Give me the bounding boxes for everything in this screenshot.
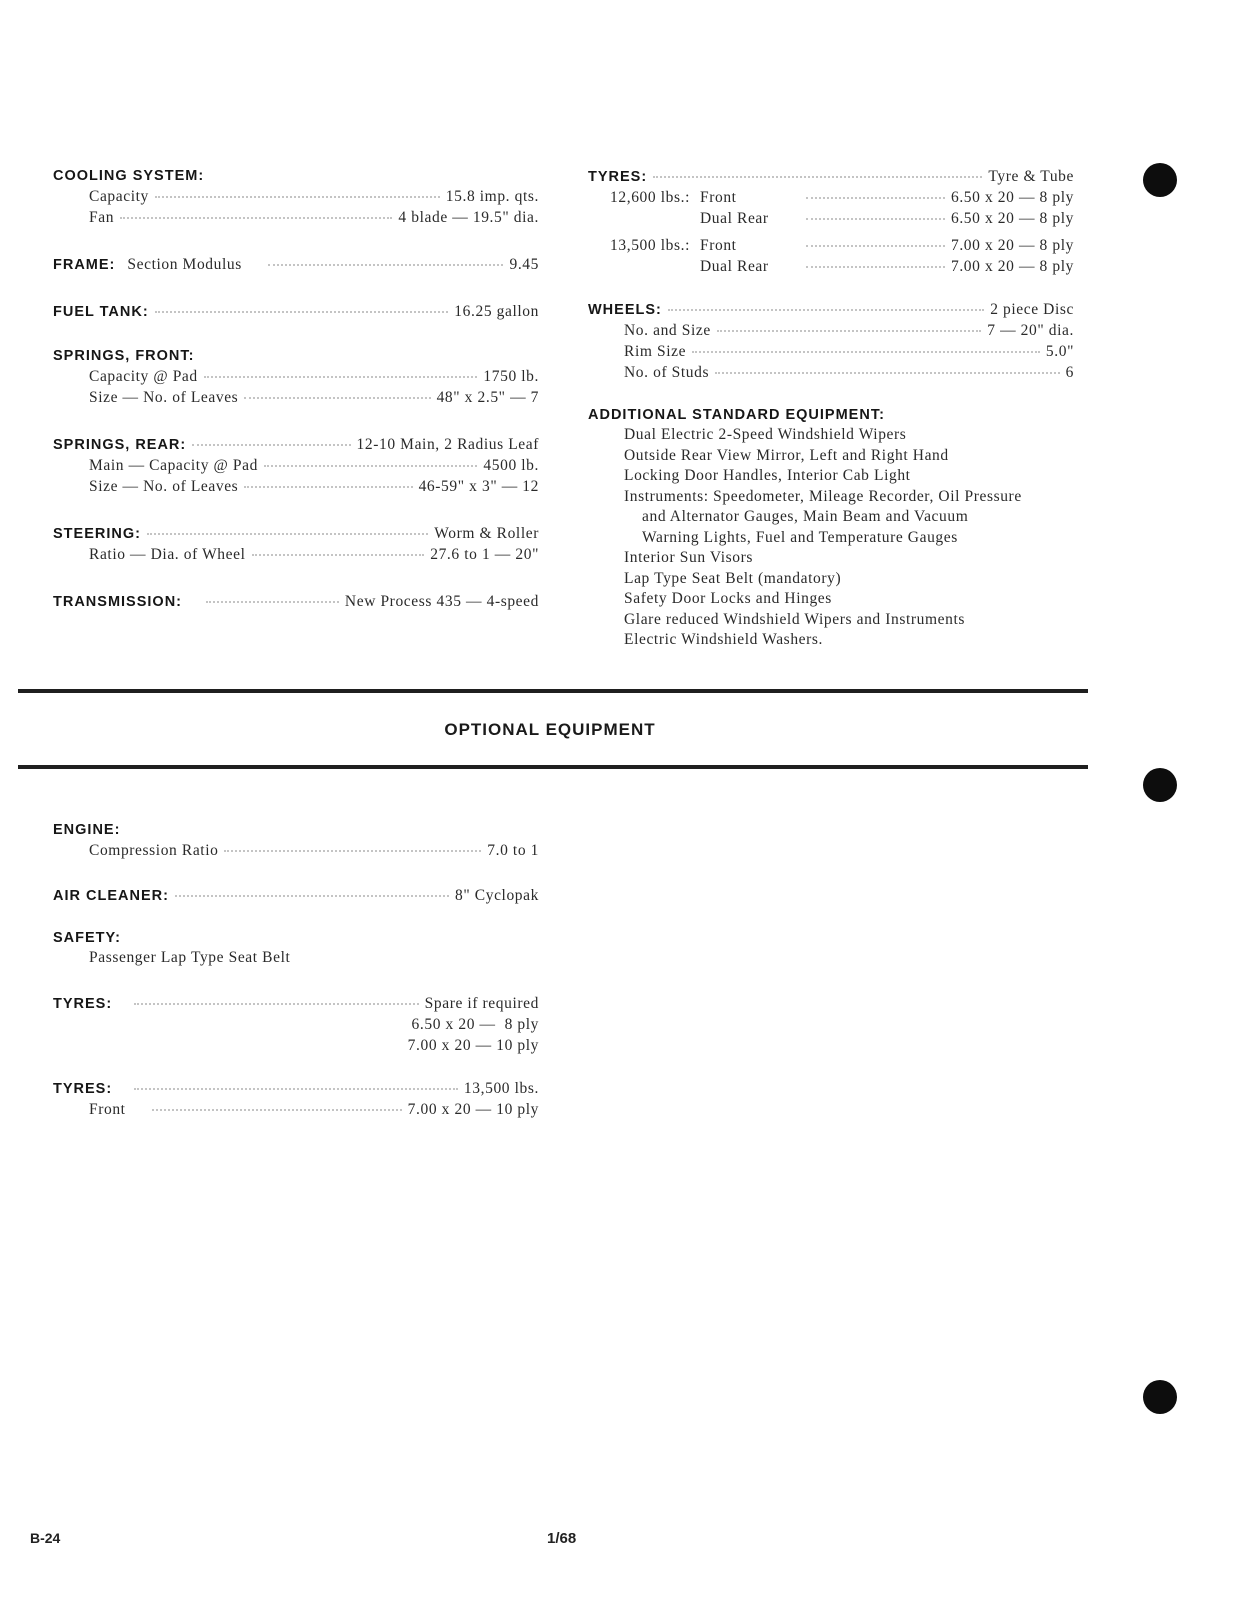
spec-row: SPRINGS, REAR: 12-10 Main, 2 Radius Leaf <box>53 436 539 453</box>
leader-dots <box>244 486 412 488</box>
equipment-item-continued: Warning Lights, Fuel and Temperature Gauges <box>642 528 958 546</box>
leader-dots <box>152 1109 402 1111</box>
spec-row: Size — No. of Leaves 48" x 2.5" — 7 <box>89 389 539 406</box>
engine-section <box>53 820 539 861</box>
equipment-item: Outside Rear View Mirror, Left and Right Hand <box>624 446 949 464</box>
spec-row: TRANSMISSION: New Process 435 — 4-speed <box>53 593 539 610</box>
spec-row: Size — No. of Leaves 46-59" x 3" — 12 <box>89 478 539 495</box>
leader-dots <box>204 376 478 378</box>
section-heading: SAFETY: <box>53 930 121 946</box>
spec-row: Fan 4 blade — 19.5" dia. <box>89 209 539 226</box>
tyres-section <box>588 166 1074 277</box>
leader-dots <box>244 397 430 399</box>
wheels-section <box>588 299 1074 383</box>
leader-dots <box>192 444 350 446</box>
section-heading: COOLING SYSTEM: <box>53 168 205 184</box>
tyre-row: Dual Rear 7.00 x 20 — 8 ply <box>700 258 1074 275</box>
section-heading: ADDITIONAL STANDARD EQUIPMENT: <box>588 407 885 423</box>
spec-row: TYRES: Spare if required <box>53 994 539 1012</box>
leader-dots <box>715 372 1060 374</box>
spec-row: Capacity @ Pad 1750 lb. <box>89 368 539 385</box>
leader-dots <box>806 245 945 247</box>
leader-dots <box>224 850 481 852</box>
equipment-item: Electric Windshield Washers. <box>624 631 824 648</box>
leader-dots <box>147 533 428 535</box>
tyre-row: 13,500 lbs.: Front 7.00 x 20 — 8 ply <box>610 237 1074 254</box>
equipment-item: Lap Type Seat Belt (mandatory) <box>624 569 842 587</box>
spec-row: Main — Capacity @ Pad 4500 lb. <box>89 457 539 474</box>
equipment-item: Passenger Lap Type Seat Belt <box>89 949 291 966</box>
standard-specs-left <box>53 166 539 634</box>
tyre-row: 12,600 lbs.: Front 6.50 x 20 — 8 ply <box>610 189 1074 206</box>
spec-row: Ratio — Dia. of Wheel 27.6 to 1 — 20" <box>89 546 539 563</box>
binder-hole-icon <box>1143 768 1177 802</box>
page-id: B-24 <box>30 1530 61 1546</box>
spec-row: TYRES: Tyre & Tube <box>588 168 1074 185</box>
binder-hole-icon <box>1143 163 1177 197</box>
tyre-size: 6.50 x 20 — 8 ply <box>411 1015 539 1033</box>
spec-row: Rim Size 5.0" <box>624 343 1074 360</box>
additional-equipment-section <box>588 405 1074 651</box>
leader-dots <box>155 311 449 313</box>
leader-dots <box>806 197 945 199</box>
leader-dots <box>120 217 392 219</box>
section-heading: SPRINGS, FRONT: <box>53 348 195 364</box>
springs-front-section <box>53 346 539 408</box>
equipment-item: Instruments: Speedometer, Mileage Recorder, Oil Pressure <box>624 487 1022 505</box>
springs-rear-section <box>53 434 539 497</box>
leader-dots <box>134 1088 458 1090</box>
optional-specs <box>53 820 539 1142</box>
leader-dots <box>134 1003 418 1005</box>
spec-row: No. of Studs 6 <box>624 364 1074 381</box>
equipment-item-continued: and Alternator Gauges, Main Beam and Vacuum <box>642 508 969 525</box>
tyres-13500-section <box>53 1078 539 1120</box>
spec-row: FUEL TANK: 16.25 gallon <box>53 303 539 320</box>
spec-row: WHEELS: 2 piece Disc <box>588 301 1074 318</box>
leader-dots <box>268 264 504 266</box>
spec-row: TYRES: 13,500 lbs. <box>53 1079 539 1097</box>
equipment-item: Safety Door Locks and Hinges <box>624 590 832 607</box>
spec-row: STEERING: Worm & Roller <box>53 525 539 542</box>
section-heading: ENGINE: <box>53 822 121 838</box>
frame-section <box>53 254 539 275</box>
air-cleaner-section <box>53 885 539 906</box>
equipment-item: Locking Door Handles, Interior Cab Light <box>624 467 911 484</box>
equipment-item: Dual Electric 2-Speed Windshield Wipers <box>624 426 907 443</box>
divider-rule <box>18 765 1088 769</box>
binder-hole-icon <box>1143 1380 1177 1414</box>
tyre-row: Dual Rear 6.50 x 20 — 8 ply <box>700 210 1074 227</box>
leader-dots <box>668 309 984 311</box>
tyres-spare-section <box>53 993 539 1056</box>
leader-dots <box>264 465 477 467</box>
spec-row: Front 7.00 x 20 — 10 ply <box>89 1100 539 1118</box>
leader-dots <box>155 196 440 198</box>
revision-date: 1/68 <box>547 1530 577 1547</box>
tyre-size: 7.00 x 20 — 10 ply <box>407 1036 539 1054</box>
leader-dots <box>252 554 425 556</box>
spec-row: Compression Ratio 7.0 to 1 <box>89 842 539 859</box>
spec-row: No. and Size 7 — 20" dia. <box>624 322 1074 339</box>
spec-row: AIR CLEANER: 8" Cyclopak <box>53 887 539 904</box>
divider-rule <box>18 689 1088 693</box>
standard-specs-right <box>588 166 1074 673</box>
spec-row: Capacity 15.8 imp. qts. <box>89 188 539 205</box>
leader-dots <box>206 601 339 603</box>
spec-row: FRAME: Section Modulus 9.45 <box>53 256 539 273</box>
safety-section <box>53 928 539 969</box>
fuel-tank-section <box>53 301 539 322</box>
equipment-item: Interior Sun Visors <box>624 549 754 566</box>
equipment-item: Glare reduced Windshield Wipers and Instruments <box>624 610 966 628</box>
leader-dots <box>175 895 449 897</box>
cooling-system-section <box>53 166 539 228</box>
leader-dots <box>653 176 982 178</box>
optional-equipment-title: OPTIONAL EQUIPMENT <box>444 720 656 739</box>
leader-dots <box>692 351 1040 353</box>
leader-dots <box>806 266 945 268</box>
leader-dots <box>806 218 945 220</box>
steering-section <box>53 523 539 565</box>
leader-dots <box>717 330 981 332</box>
transmission-section <box>53 591 539 612</box>
